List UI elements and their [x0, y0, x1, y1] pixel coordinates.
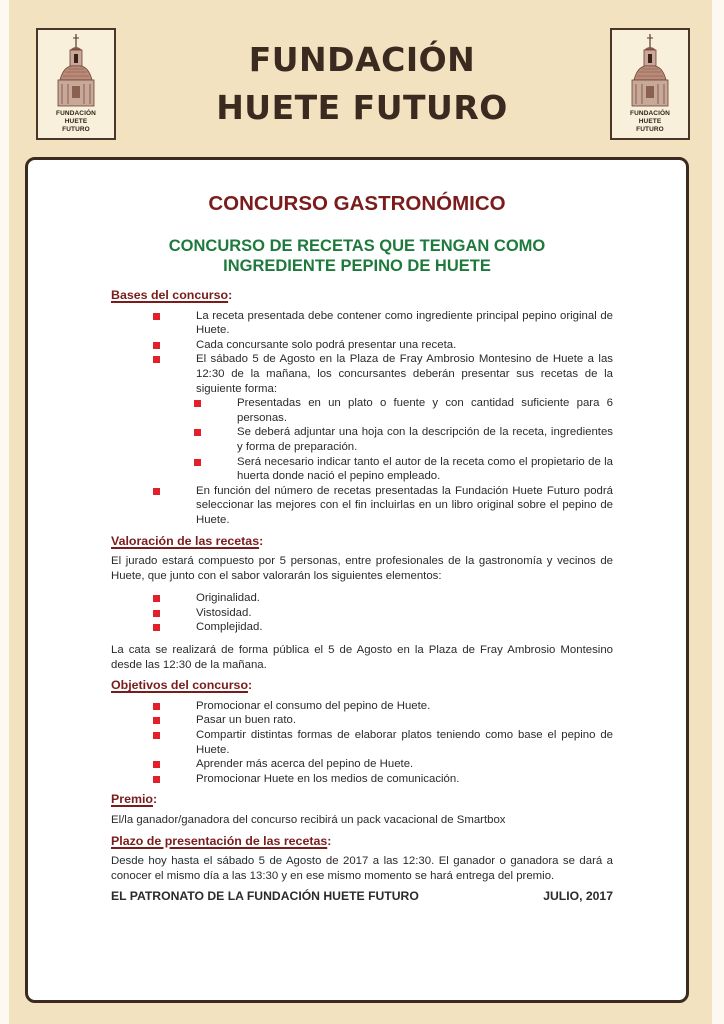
sub-list-item: Presentadas en un plato o fuente y con cantidad suficiente para 6 personas. [193, 396, 613, 425]
date: JULIO, 2017 [543, 889, 613, 904]
section-heading-objetivos: Objetivos del concurso: [111, 678, 253, 693]
sub-list-item: Se deberá adjuntar una hoja con la descripción de la receta, ingredientes y forma de preparación. [193, 425, 613, 454]
sub-list-item: Será necesario indicar tanto el autor de la receta como el propietario de la huerta donde nació el pepino empleado. [193, 455, 613, 484]
list-item: Promocionar Huete en los medios de comunicación. [111, 772, 613, 787]
church-tower-icon [46, 32, 106, 110]
logo-left [36, 28, 116, 140]
list-item: Aprender más acerca del pepino de Huete. [111, 757, 613, 772]
list-item: Compartir distintas formas de elaborar platos teniendo como base el pepino de Huete. [111, 728, 613, 757]
valoracion-intro: El jurado estará compuesto por 5 personas, entre profesionales de la gastronomía y vecinos de Huete, que junto con el sabor valorarán los siguientes elementos: [111, 555, 613, 582]
signature-line [111, 889, 613, 904]
bullet-icon [153, 356, 160, 363]
valoracion-outro: La cata se realizará de forma pública el 5 de Agosto en la Plaza de Fray Ambrosio Montesino desde las 12:30 de la mañana. [111, 644, 613, 671]
bullet-icon [153, 717, 160, 724]
contest-subheading [28, 236, 686, 276]
list-item: Vistosidad. [111, 606, 613, 621]
section-heading-premio: Premio: [111, 792, 158, 807]
bullet-icon [153, 624, 160, 631]
list-item: Cada concursante solo podrá presentar una receta. [111, 338, 613, 353]
premio-text: El/la ganador/ganadora del concurso recibirá un pack vacacional de Smartbox [111, 814, 506, 826]
list-item: En función del número de recetas presentadas la Fundación Huete Futuro podrá seleccionar las mejores con el fin incluirlas en un libro original sobre el pepino de Huete. [111, 484, 613, 528]
bullet-icon [153, 595, 160, 602]
bullet-icon [153, 761, 160, 768]
church-tower-icon [620, 32, 680, 110]
signature: EL PATRONATO DE LA FUNDACIÓN HUETE FUTURO [111, 889, 419, 904]
subheading-line-1: CONCURSO DE RECETAS QUE TENGAN COMO [168, 237, 546, 255]
bullet-icon [153, 732, 160, 739]
plazo-text: Desde hoy hasta el sábado 5 de Agosto de 2017 a las 12:30. El ganador o ganadora se dará a conocer el mismo día a las 13:30 y en ese mismo momento se hará entrega del premio. [111, 855, 613, 882]
list-item: Originalidad. [111, 591, 613, 606]
list-item: Complejidad. [111, 620, 613, 635]
bullet-icon [153, 342, 160, 349]
bullet-icon [194, 459, 201, 466]
logo-text: FUNDACIÓN HUETE FUTURO [56, 110, 96, 133]
list-item: Pasar un buen rato. [111, 713, 613, 728]
contest-heading: CONCURSO GASTRONÓMICO [208, 192, 506, 215]
bases-sublist [196, 396, 613, 484]
logo-right [610, 28, 690, 140]
valoracion-list [111, 591, 613, 635]
list-item: Promocionar el consumo del pepino de Huete. [111, 699, 613, 714]
organization-title [150, 36, 574, 132]
title-line-2: HUETE FUTURO [216, 88, 508, 127]
section-heading-bases: Bases del concurso: [111, 288, 233, 302]
objetivos-list [111, 699, 613, 787]
bullet-icon [153, 776, 160, 783]
bullet-icon [153, 313, 160, 320]
content-card [25, 157, 689, 1003]
bullet-icon [153, 488, 160, 495]
content-body [111, 288, 613, 904]
subheading-line-2: INGREDIENTE PEPINO DE HUETE [223, 257, 491, 275]
bullet-icon [194, 400, 201, 407]
bullet-icon [194, 429, 201, 436]
list-item: La receta presentada debe contener como ingrediente principal pepino original de Huete. [111, 309, 613, 338]
logo-text: FUNDACIÓN HUETE FUTURO [630, 110, 670, 133]
section-heading-plazo: Plazo de presentación de las recetas: [111, 833, 332, 848]
list-item: El sábado 5 de Agosto en la Plaza de Fray Ambrosio Montesino de Huete a las 12:30 de la mañana, los concursantes deberán presentar sus recetas de la siguiente forma: Presentadas en un plato o fuente y con cantidad suficiente para 6 personas. Se deberá adjuntar una hoja con la descripción de la receta, ingredientes y forma de preparación. Será necesario indicar tanto el autor de la receta como el propietario de la huerta donde nació el pepino empleado. [111, 352, 613, 483]
bullet-icon [153, 610, 160, 617]
bullet-icon [153, 703, 160, 710]
title-line-1: FUNDACIÓN [248, 40, 476, 79]
section-heading-valoracion: Valoración de las recetas: [111, 533, 264, 548]
bases-list [111, 309, 613, 528]
